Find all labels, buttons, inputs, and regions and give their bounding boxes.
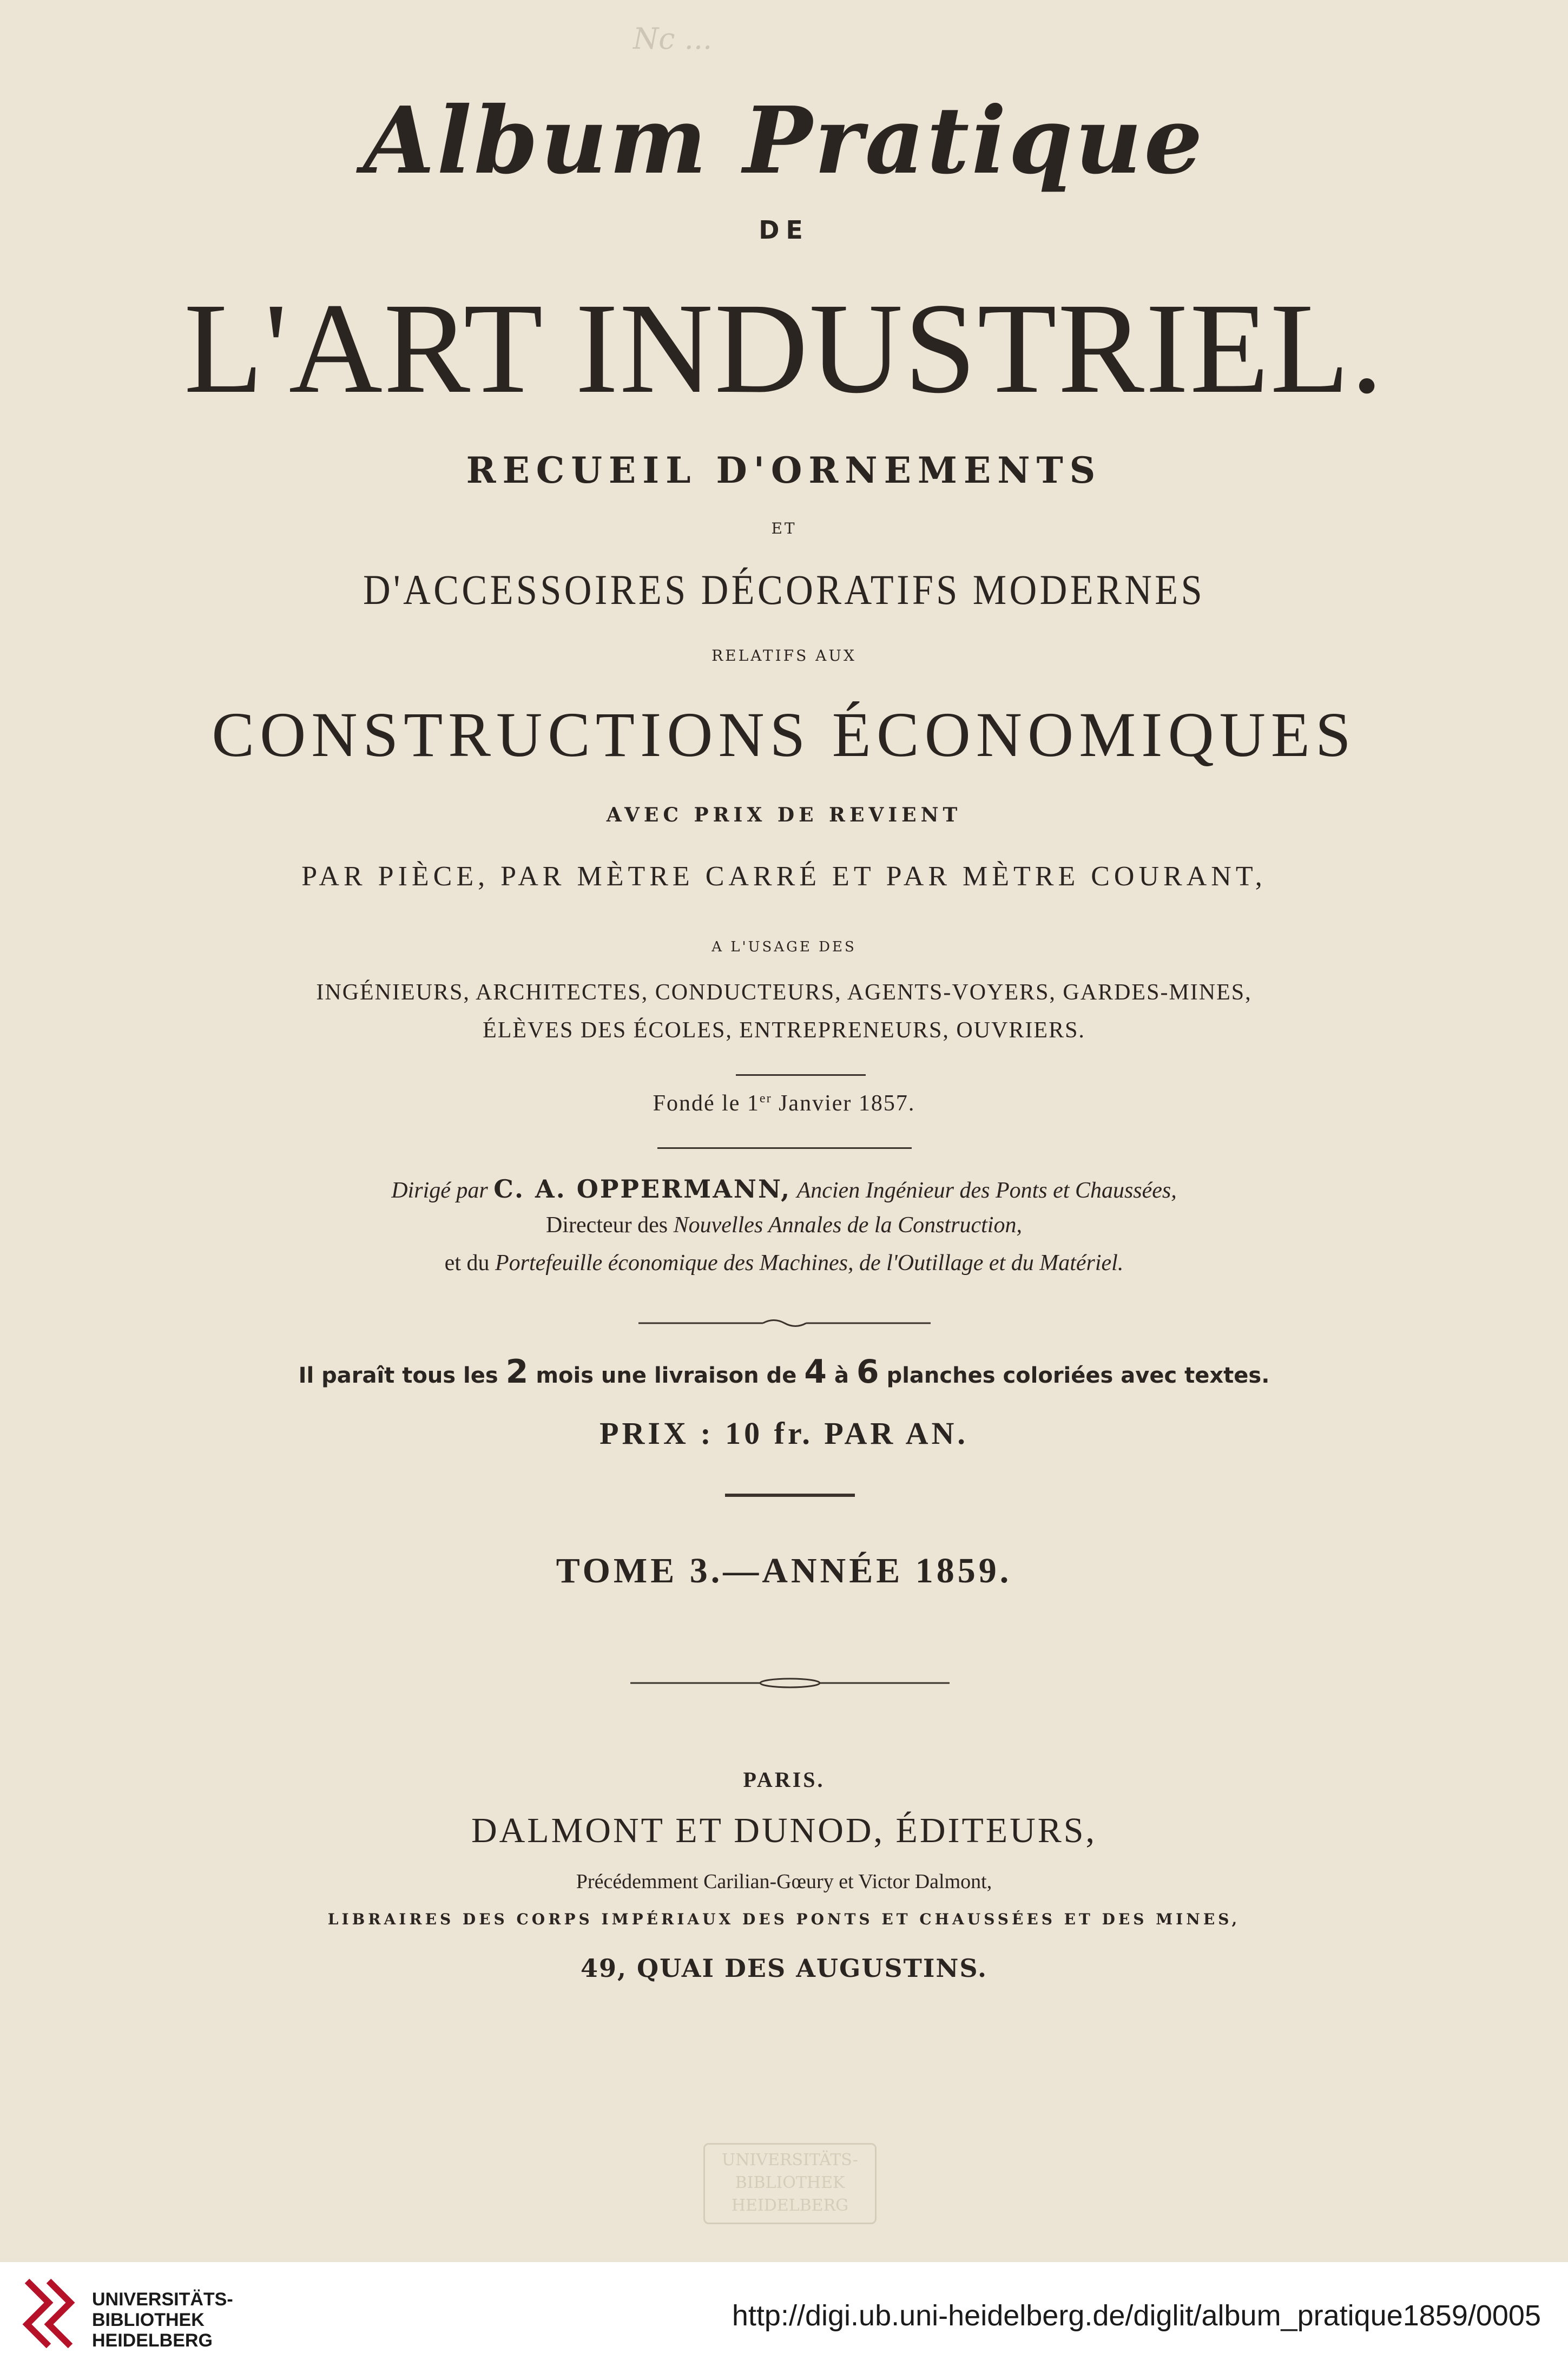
volume-year: TOME 3.—ANNÉE 1859. [556, 1551, 1012, 1590]
divider-rule [736, 1074, 866, 1076]
library-name: UNIVERSITÄTS- BIBLIOTHEK HEIDELBERG [92, 2289, 233, 2351]
audience-line-2: ÉLÈVES DES ÉCOLES, ENTREPRENEURS, OUVRIERS. [483, 1018, 1085, 1043]
founded-date: Fondé le 1er Janvier 1857. [653, 1091, 915, 1116]
publisher-address: 49, QUAI DES AUGUSTINS. [580, 1954, 988, 1983]
publisher-previous: Précédemment Carilian-Gœury et Victor Dalmont, [576, 1870, 992, 1893]
director-annales-line: Directeur des Nouvelles Annales de la Construction, [546, 1213, 1022, 1238]
subtitle-et: ET [771, 520, 797, 537]
publication-frequency: Il paraît tous les 2 mois une livraison de 4 à 6 planches coloriées avec textes. [298, 1353, 1270, 1391]
subtitle-avec-prix: AVEC PRIX DE REVIENT [606, 804, 962, 826]
subtitle-a-usage: A L'USAGE DES [711, 939, 857, 955]
director-name: C. A. OPPERMANN, [493, 1174, 792, 1204]
ornament-divider [638, 1315, 931, 1331]
handwritten-note: Nc ... [633, 22, 713, 56]
divider-rule-thick [725, 1494, 855, 1497]
heidelberg-logo-icon [16, 2276, 81, 2357]
page-title: L'ART INDUSTRIEL. [183, 276, 1385, 420]
subtitle-par-piece: PAR PIÈCE, PAR MÈTRE CARRÉ ET PAR MÈTRE COURANT, [301, 861, 1267, 892]
subtitle-recueil: RECUEIL D'ORNEMENTS [466, 449, 1102, 491]
audience-line-1: INGÉNIEURS, ARCHITECTES, CONDUCTEURS, AGENTS-VOYERS, GARDES-MINES, [316, 980, 1252, 1005]
director-line: Dirigé par C. A. OPPERMANN, Ancien Ingénieur des Ponts et Chaussées, [391, 1174, 1177, 1204]
title-album-pratique: Album Pratique [363, 87, 1205, 195]
subtitle-constructions: CONSTRUCTIONS ÉCONOMIQUES [212, 699, 1356, 770]
title-de: DE [759, 215, 809, 245]
digitization-footer [0, 2262, 1568, 2373]
subtitle-accessoires: D'ACCESSOIRES DÉCORATIFS MODERNES [363, 566, 1205, 613]
subtitle-relatifs: RELATIFS AUX [711, 647, 857, 665]
publisher-name: DALMONT ET DUNOD, ÉDITEURS, [471, 1811, 1097, 1850]
divider-rule [657, 1147, 912, 1149]
price: PRIX : 10 fr. PAR AN. [599, 1416, 969, 1451]
publisher-city: PARIS. [743, 1767, 825, 1792]
ornament-divider [630, 1675, 950, 1691]
source-url[interactable]: http://digi.ub.uni-heidelberg.de/diglit/album_pratique1859/0005 [732, 2299, 1541, 2332]
library-stamp: UNIVERSITÄTS- BIBLIOTHEK HEIDELBERG [703, 2143, 877, 2224]
director-portefeuille-line: et du Portefeuille économique des Machines, de l'Outillage et du Matériel. [444, 1251, 1124, 1276]
publisher-libraires: LIBRAIRES DES CORPS IMPÉRIAUX DES PONTS ET CHAUSSÉES ET DES MINES, [327, 1910, 1241, 1928]
